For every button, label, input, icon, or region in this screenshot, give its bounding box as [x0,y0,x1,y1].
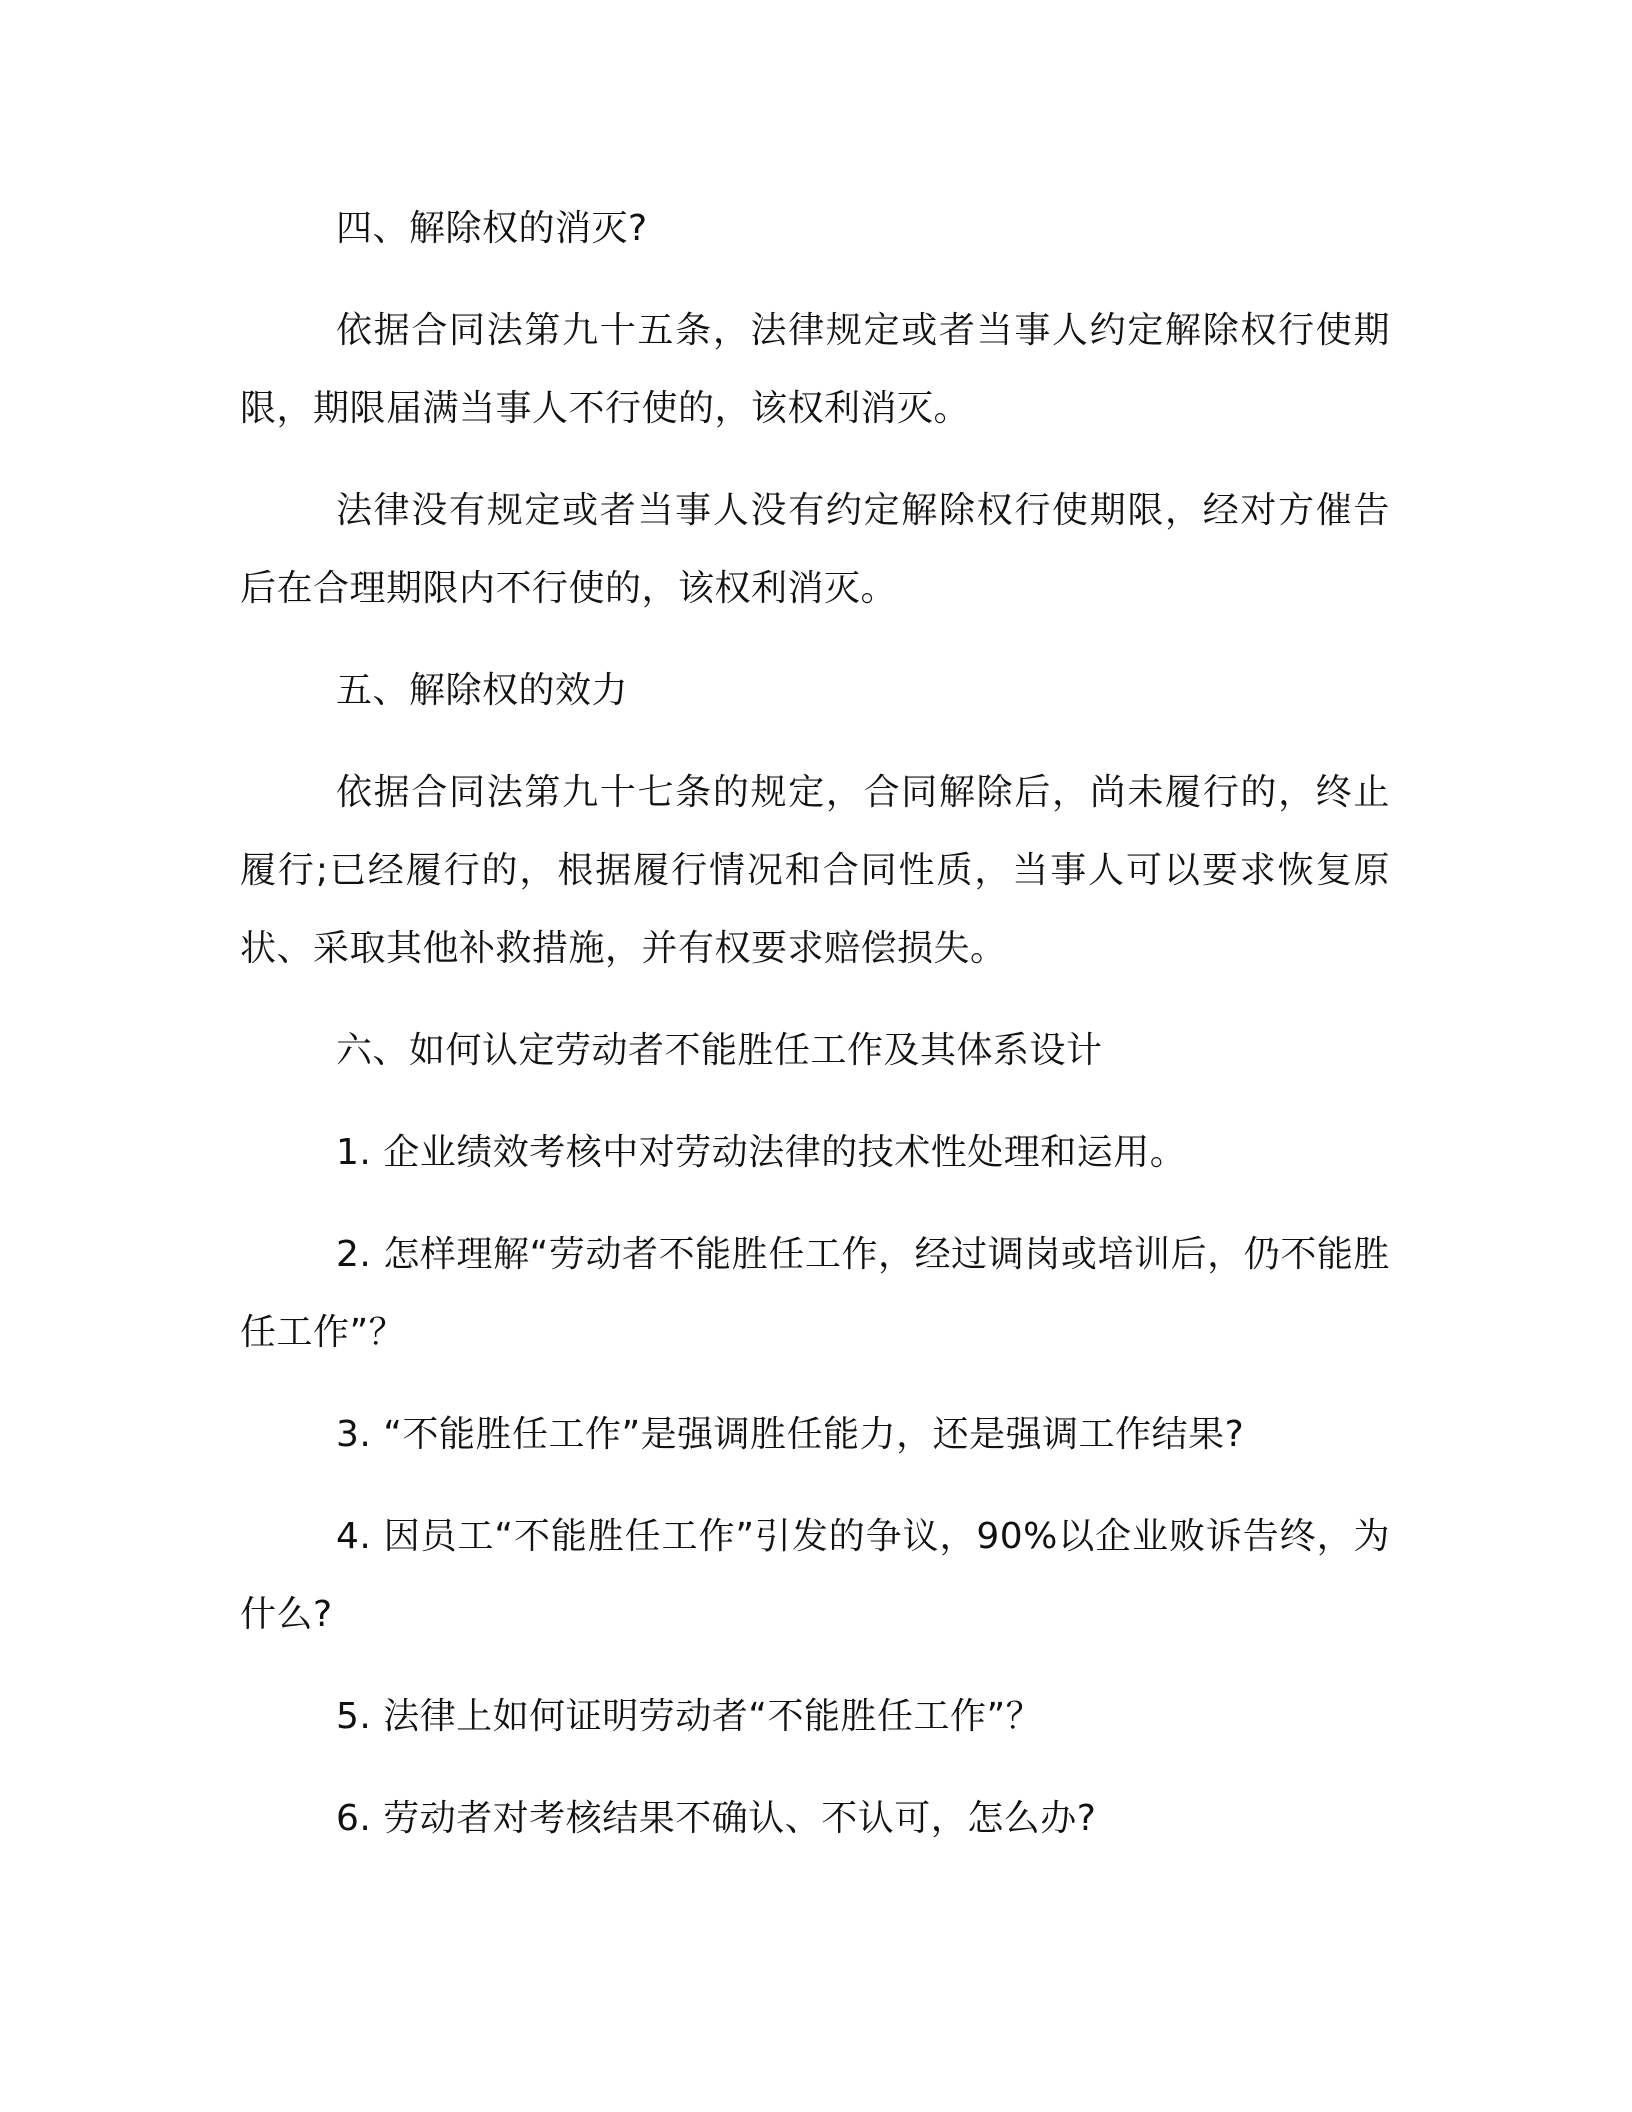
list-item-3: 3. “不能胜任工作”是强调胜任能力，还是强调工作结果? [336,1414,1245,1455]
paragraph-no-time-limit: 法律没有规定或者当事人没有约定解除权行使期限，经对方催告后在合理期限内不行使的，该权利消灭。 [240,490,1390,609]
list-item-5: 5. 法律上如何证明劳动者“不能胜任工作”？ [336,1696,1043,1737]
list-item-4: 4. 因员工“不能胜任工作”引发的争议，90%以企业败诉告终，为什么? [240,1516,1390,1635]
document-page [240,190,1390,1882]
list-item-6: 6. 劳动者对考核结果不确认、不认可，怎么办? [336,1798,1097,1839]
list-item-2: 2. 怎样理解“劳动者不能胜任工作，经过调岗或培训后，仍不能胜任工作”？ [240,1234,1390,1353]
section-heading-4: 四、解除权的消灭? [336,208,648,249]
section-heading-5: 五、解除权的效力 [336,670,629,711]
section-heading-6: 六、如何认定劳动者不能胜任工作及其体系设计 [336,1030,1103,1071]
paragraph-article-95: 依据合同法第九十五条，法律规定或者当事人约定解除权行使期限，期限届满当事人不行使的，该权利消灭。 [240,310,1390,429]
list-item-1: 1. 企业绩效考核中对劳动法律的技术性处理和运用。 [336,1132,1187,1173]
paragraph-article-97: 依据合同法第九十七条的规定，合同解除后，尚未履行的，终止履行;已经履行的，根据履行情况和合同性质，当事人可以要求恢复原状、采取其他补救措施，并有权要求赔偿损失。 [240,772,1390,969]
